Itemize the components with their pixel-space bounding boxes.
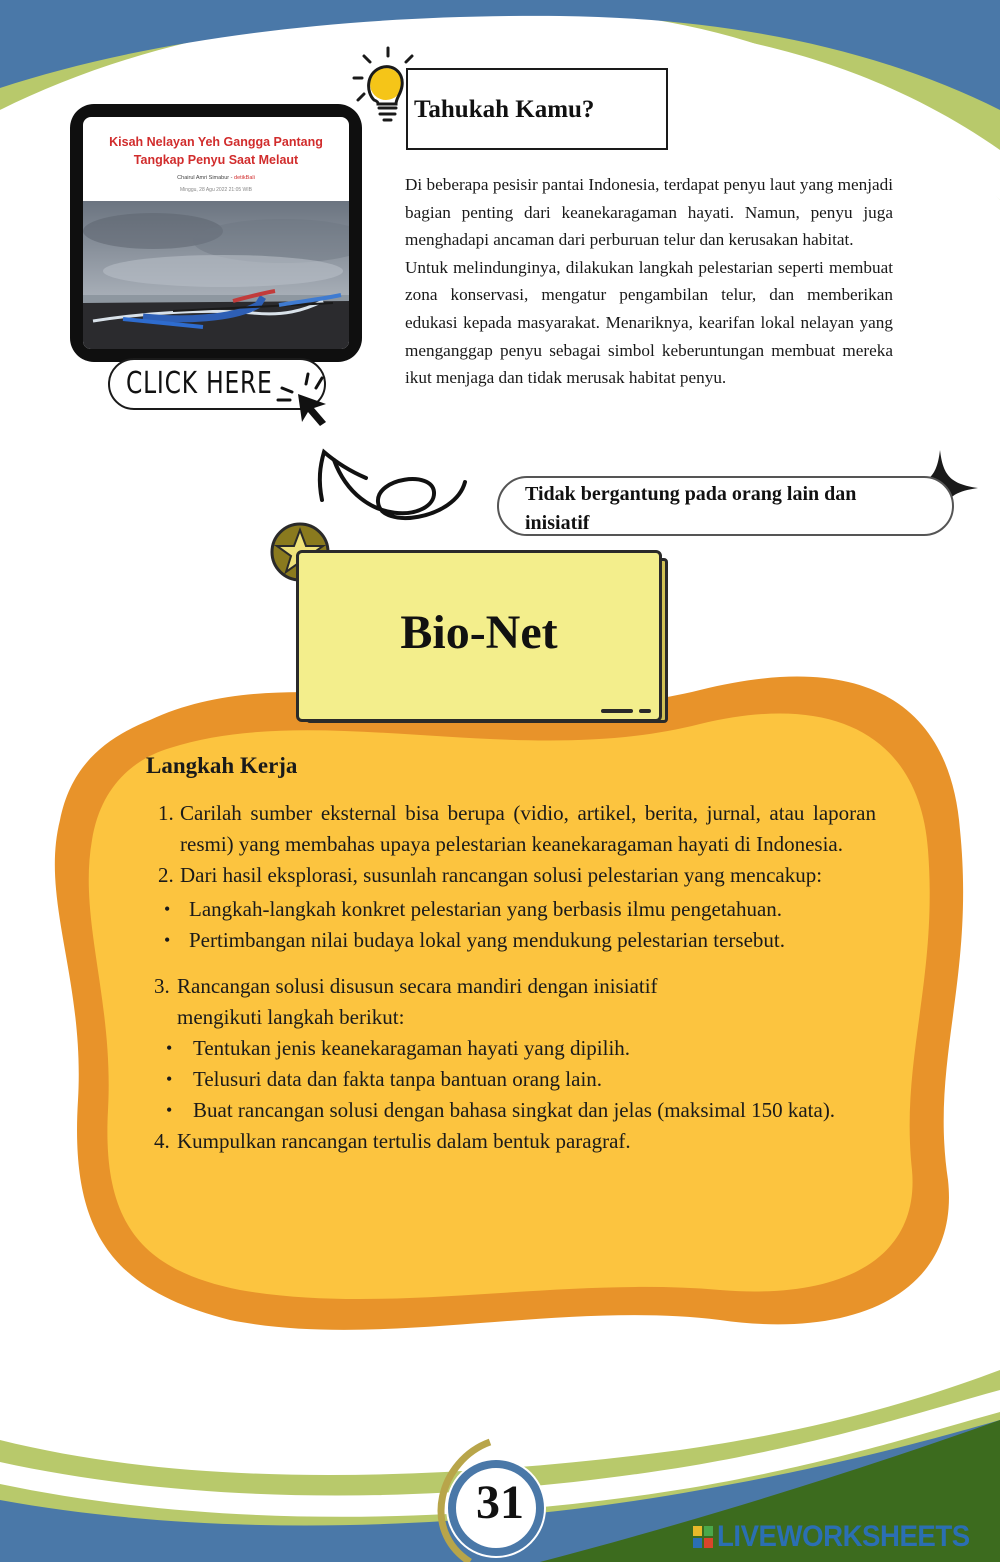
news-author: Chairul Amri Simabur - xyxy=(177,175,235,181)
step-number: 4. xyxy=(154,1129,170,1153)
news-byline xyxy=(83,175,349,181)
news-headline: Kisah Nelayan Yeh Gangga Pantang Tangkap Penyu Saat Melaut xyxy=(109,135,323,167)
step-2-bullet: • Pertimbangan nilai budaya lokal yang mendukung pelestarian tersebut. xyxy=(146,925,876,956)
page-number: 31 xyxy=(476,1476,524,1529)
callout-text: Tidak bergantung pada orang lain dan inisiatif xyxy=(525,483,857,534)
cursor-pointer-icon xyxy=(268,366,338,432)
step-number: 2. xyxy=(158,863,174,887)
step-1 xyxy=(146,798,876,860)
step-text: Rancangan solusi disusun secara mandiri dengan inisiatif xyxy=(177,974,658,998)
step-text: Dari hasil eksplorasi, susunlah rancangan solusi pelestarian yang mencakup: xyxy=(180,863,823,887)
watermark-text: LIVEWORKSHEETS xyxy=(717,1520,970,1553)
step-text: Kumpulkan rancangan tertulis dalam bentuk paragraf. xyxy=(177,1129,631,1153)
langkah-kerja-heading: Langkah Kerja xyxy=(146,753,298,778)
beach-boat-photo xyxy=(83,201,349,349)
tahukah-kamu-title: Tahukah Kamu? xyxy=(414,96,595,123)
liveworksheets-logo-icon xyxy=(693,1526,713,1548)
info-paragraph-2: Untuk melindunginya, dilakukan langkah pelestarian seperti membuat zona konservasi, mengatur pengambilan telur, dan memberikan edukasi kepada masyarakat. Menariknya, kearifan lokal nelayan yang menganggap penyu sebagai simbol keberuntungan membuat mereka ikut menjaga dan tidak merusak habitat penyu. xyxy=(405,257,893,388)
click-here-label: CLICK HERE xyxy=(126,366,273,401)
step-3-continuation: mengikuti langkah berikut: xyxy=(177,1005,405,1029)
news-article-preview xyxy=(83,117,349,349)
langkah-kerja-section xyxy=(146,750,876,1157)
step-number: 3. xyxy=(154,974,170,998)
bionet-title: Bio-Net xyxy=(400,606,558,659)
step-3-bullet: • Buat rancangan solusi dengan bahasa singkat dan jelas (maksimal 150 kata). xyxy=(146,1095,876,1126)
news-source: detikBali xyxy=(234,175,255,181)
step-4 xyxy=(146,1126,876,1157)
curly-arrow-icon xyxy=(320,452,465,518)
step-text: Carilah sumber eksternal bisa berupa (vidio, artikel, berita, jurnal, atau laporan resmi) yang membahas upaya pelestarian keanekaragaman hayati di Indonesia. xyxy=(180,801,876,856)
info-paragraph-1: Di beberapa pesisir pantai Indonesia, terdapat penyu laut yang menjadi bagian penting dari keanekaragaman hayati. Namun, penyu juga menghadapi ancaman dari perburuan telur dan kerusakan habitat. xyxy=(405,175,893,250)
card-dash-decoration xyxy=(639,709,651,713)
step-3-bullet: • Telusuri data dan fakta tanpa bantuan orang lain. xyxy=(146,1064,876,1095)
step-2 xyxy=(146,860,876,891)
tahukah-kamu-box xyxy=(406,68,668,150)
bionet-card xyxy=(296,550,662,722)
step-2-bullet: • Langkah-langkah konkret pelestarian yang berbasis ilmu pengetahuan. xyxy=(146,894,876,925)
step-3-bullet: • Tentukan jenis keanekaragaman hayati yang dipilih. xyxy=(146,1033,876,1064)
news-article-card[interactable] xyxy=(70,104,362,362)
step-3 xyxy=(146,971,876,1002)
callout-pill xyxy=(497,476,954,536)
info-text xyxy=(405,171,893,392)
card-dash-decoration xyxy=(601,709,633,713)
news-date: Minggu, 28 Agu 2022 21:05 WIB xyxy=(180,187,252,193)
step-number: 1. xyxy=(158,801,174,825)
